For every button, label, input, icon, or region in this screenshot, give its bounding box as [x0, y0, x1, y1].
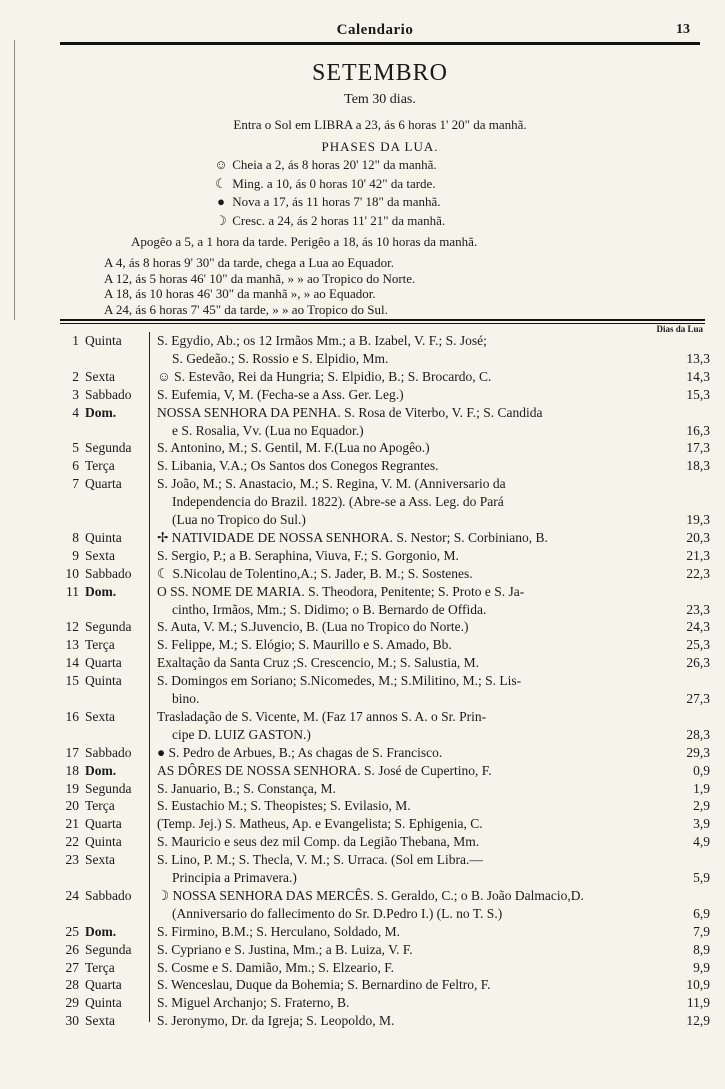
day-number: 18	[65, 762, 79, 778]
saints-text: (Anniversario do fallecimento do Sr. D.Pedro I.) (L. no T. S.)	[172, 905, 503, 921]
saints-text: S. Lino, P. M.; S. Thecla, V. M.; S. Urraca. (Sol em Libra.—	[157, 852, 483, 868]
weekday: Quarta	[85, 655, 122, 671]
calendar-row-continuation	[60, 870, 710, 887]
calendar-row	[60, 476, 710, 493]
day-number: 3	[72, 386, 79, 402]
calendar-row-continuation	[60, 494, 710, 511]
calendar-row	[60, 816, 710, 833]
moon-age: 0,9	[693, 762, 710, 778]
saints-text: S. Jeronymo, Dr. da Igreja; S. Leopoldo, M.	[157, 1013, 395, 1029]
saints-text: S. Antonino, M.; S. Gentil, M. F.(Lua no Apogêo.)	[157, 440, 430, 456]
calendar-row	[60, 1013, 710, 1030]
moon-age: 28,3	[686, 726, 710, 742]
calendar-row	[60, 333, 710, 350]
month-title: SETEMBRO	[311, 60, 448, 86]
header-rule	[60, 42, 700, 45]
weekday: Quarta	[85, 977, 122, 993]
weekday: Sexta	[85, 852, 115, 868]
new-moon-icon: ●	[217, 194, 225, 209]
calendar-row	[60, 584, 710, 601]
day-number: 17	[65, 744, 79, 760]
table-rule-top	[60, 319, 705, 321]
saints-text: S. Sergio, P.; a B. Seraphina, Viuva, F.; S. Gorgonio, M.	[157, 547, 459, 563]
month-days: Tem 30 dias.	[344, 92, 416, 107]
calendar-row	[60, 530, 710, 547]
calendar-row	[60, 387, 710, 404]
moon-age: 8,9	[693, 941, 710, 957]
moon-phase-line	[213, 176, 436, 193]
day-number: 14	[65, 655, 79, 671]
saints-text: S. Egydio, Ab.; os 12 Irmãos Mm.; a B. Izabel, V. F.; S. José;	[157, 333, 487, 348]
calendar-row	[60, 369, 710, 386]
calendar-row	[60, 924, 710, 941]
moon-age: 12,9	[686, 1013, 710, 1029]
moon-position-line: A 24, ás 6 horas 7' 45" da tarde, » » ao Tropico do Sul.	[104, 301, 388, 317]
moon-age: 13,3	[686, 350, 710, 366]
day-number: 8	[72, 529, 79, 545]
day-number: 27	[65, 959, 79, 975]
day-number: 15	[65, 673, 79, 689]
calendar-row	[60, 834, 710, 851]
weekday: Dom.	[85, 923, 117, 939]
day-number: 22	[65, 834, 79, 850]
saints-text: (Temp. Jej.) S. Matheus, Ap. e Evangelista; S. Ephigenia, C.	[157, 816, 483, 832]
weekday: Terça	[85, 458, 115, 474]
day-number: 19	[65, 780, 79, 796]
moon-age: 3,9	[693, 816, 710, 832]
calendar-row	[60, 673, 710, 690]
calendar-row-continuation	[60, 423, 710, 440]
weekday: Sabbado	[85, 386, 132, 402]
saints-text: S. Wenceslau, Duque da Bohemia; S. Bernardino de Feltro, F.	[157, 977, 491, 993]
day-number: 21	[65, 816, 79, 832]
saints-text: S. Gedeão.; S. Rossio e S. Elpidio, Mm.	[172, 350, 389, 366]
moon-phase-text: Ming. a 10, ás 0 horas 10' 42" da tarde.	[229, 175, 436, 191]
weekday: Quinta	[85, 673, 122, 689]
day-number: 29	[65, 995, 79, 1011]
moon-age: 15,3	[686, 386, 710, 402]
calendar-row-continuation	[60, 906, 710, 923]
moon-age: 14,3	[686, 368, 710, 384]
moon-age-header: Dias da Lua	[656, 324, 703, 334]
day-number: 11	[66, 583, 79, 599]
weekday: Segunda	[85, 780, 132, 796]
moon-age: 9,9	[693, 959, 710, 975]
weekday: Sexta	[85, 708, 115, 724]
day-number: 7	[72, 476, 79, 492]
weekday: Sexta	[85, 547, 115, 563]
calendar-row	[60, 440, 710, 457]
page-number: 13	[676, 22, 690, 37]
moon-age: 19,3	[686, 512, 710, 527]
saints-text: S. Eustachio M.; S. Theopistes; S. Evilasio, M.	[157, 798, 411, 814]
saints-text: S. Libania, V.A.; Os Santos dos Conegos Regrantes.	[157, 458, 439, 474]
waning-moon-icon: ☾	[215, 175, 227, 191]
weekday: Dom.	[85, 762, 117, 778]
weekday: Terça	[85, 637, 115, 653]
day-number: 6	[72, 458, 79, 474]
weekday: Segunda	[85, 440, 132, 456]
table-rule-bottom	[60, 323, 705, 324]
running-title: Calendario	[336, 22, 414, 38]
saints-text: ☺ S. Estevão, Rei da Hungria; S. Elpidio, B.; S. Brocardo, C.	[157, 368, 492, 384]
moon-age: 27,3	[686, 691, 710, 706]
saints-text: ✢ NATIVIDADE DE NOSSA SENHORA. S. Nestor; S. Corbiniano, B.	[157, 529, 548, 545]
calendar-row	[60, 942, 710, 959]
moon-position-line: A 18, ás 10 horas 46' 30" da manhã », » ao Equador.	[104, 286, 376, 301]
saints-text: Independencia do Brazil. 1822). (Abre-se a Ass. Leg. do Pará	[172, 494, 504, 510]
calendar-row-continuation	[60, 602, 710, 619]
saints-text: e S. Rosalia, Vv. (Lua no Equador.)	[172, 422, 364, 438]
moon-age: 23,3	[686, 601, 710, 617]
waxing-moon-icon: ☽	[215, 212, 227, 228]
day-number: 1	[72, 333, 79, 348]
weekday: Terça	[85, 798, 115, 814]
day-number: 13	[65, 637, 79, 653]
moon-age: 20,3	[686, 529, 710, 545]
moon-age: 26,3	[686, 655, 710, 671]
moon-age: 17,3	[686, 440, 710, 456]
page-header	[60, 22, 690, 44]
moon-phase-text: Cresc. a 24, ás 2 horas 11' 21" da manhã.	[229, 212, 446, 228]
phases-title: PHASES DA LUA.	[321, 139, 439, 154]
day-number: 28	[65, 977, 79, 993]
moon-phase-line	[213, 213, 445, 230]
day-number: 20	[65, 798, 79, 814]
day-number: 4	[72, 404, 79, 420]
day-number: 2	[72, 368, 79, 384]
day-number: 9	[72, 547, 79, 563]
saints-text: cipe D. LUIZ GASTON.)	[172, 726, 311, 742]
saints-text: bino.	[172, 691, 200, 706]
day-number: 5	[72, 440, 79, 456]
moon-age: 11,9	[686, 995, 710, 1011]
calendar-row	[60, 619, 710, 636]
calendar-row	[60, 977, 710, 994]
weekday: Quarta	[85, 816, 122, 832]
moon-phase-text: Nova a 17, ás 11 horas 7' 18" da manhã.	[229, 194, 441, 209]
moon-age: 4,9	[693, 834, 710, 850]
calendar-row	[60, 709, 710, 726]
day-number: 10	[65, 565, 79, 581]
weekday: Quinta	[85, 995, 122, 1011]
weekday: Quinta	[85, 529, 122, 545]
moon-age: 22,3	[686, 565, 710, 581]
day-number: 24	[65, 887, 79, 903]
calendar-row-continuation	[60, 351, 710, 368]
margin-line	[14, 40, 15, 320]
moon-age: 10,9	[686, 977, 710, 993]
calendar-row	[60, 995, 710, 1012]
saints-text: S. Miguel Archanjo; S. Fraterno, B.	[157, 995, 350, 1011]
weekday: Dom.	[85, 404, 117, 420]
calendar-row	[60, 548, 710, 565]
moon-age: 5,9	[693, 870, 710, 885]
weekday: Segunda	[85, 619, 132, 635]
saints-text: S. Firmino, B.M.; S. Herculano, Soldado, M.	[157, 923, 401, 939]
weekday: Quarta	[85, 476, 122, 492]
calendar-row-continuation	[60, 512, 710, 529]
weekday: Terça	[85, 959, 115, 975]
saints-text: ☽ NOSSA SENHORA DAS MERCÊS. S. Geraldo, C.; o B. João Dalmacio,D.	[157, 887, 584, 903]
calendar-row	[60, 637, 710, 654]
saints-text: S. João, M.; S. Anastacio, M.; S. Regina, V. M. (Anniversario da	[157, 476, 506, 492]
day-number: 23	[65, 852, 79, 868]
saints-text: S. Mauricio e seus dez mil Comp. da Legião Thebana, Mm.	[157, 834, 480, 850]
moon-age: 1,9	[693, 780, 710, 796]
saints-text: cintho, Irmãos, Mm.; S. Didimo; o B. Bernardo de Offida.	[172, 601, 487, 617]
saints-text: NOSSA SENHORA DA PENHA. S. Rosa de Viterbo, V. F.; S. Candida	[157, 404, 543, 420]
weekday: Quinta	[85, 333, 122, 348]
saints-text: Principia a Primavera.)	[172, 870, 297, 885]
moon-phase-text: Cheia a 2, ás 8 horas 20' 12" da manhã.	[229, 157, 437, 172]
apogee-perigee: Apogêo a 5, a 1 hora da tarde. Perigêo a 18, ás 10 horas da manhã.	[131, 234, 478, 249]
moon-age: 24,3	[686, 619, 710, 635]
moon-age: 7,9	[693, 923, 710, 939]
saints-text: Trasladação de S. Vicente, M. (Faz 17 annos S. A. o Sr. Prin-	[157, 708, 487, 724]
weekday: Sabbado	[85, 744, 132, 760]
weekday: Sexta	[85, 1013, 115, 1029]
saints-text: AS DÔRES DE NOSSA SENHORA. S. José de Cupertino, F.	[157, 762, 492, 778]
day-number: 12	[65, 619, 79, 635]
calendar-row	[60, 852, 710, 869]
day-number: 25	[65, 923, 79, 939]
saints-text: ☾ S.Nicolau de Tolentino,A.; S. Jader, B. M.; S. Sostenes.	[157, 565, 473, 581]
saints-text: O SS. NOME DE MARIA. S. Theodora, Penitente; S. Proto e S. Ja-	[157, 583, 525, 599]
calendar-row	[60, 566, 710, 583]
saints-text: S. Auta, V. M.; S.Juvencio, B. (Lua no Tropico do Norte.)	[157, 619, 469, 635]
saints-text: S. Felippe, M.; S. Elógio; S. Maurillo e S. Amado, Bb.	[157, 637, 452, 653]
saints-text: ● S. Pedro de Arbues, B.; As chagas de S. Francisco.	[157, 744, 443, 760]
weekday: Quinta	[85, 834, 122, 850]
saints-text: Exaltação da Santa Cruz ;S. Crescencio, M.; S. Salustia, M.	[157, 655, 480, 671]
day-number: 16	[65, 708, 79, 724]
saints-text: S. Cosme e S. Damião, Mm.; S. Elzeario, F.	[157, 959, 395, 975]
sun-entry: Entra o Sol em LIBRA a 23, ás 6 horas 1' 20" da manhã.	[233, 117, 527, 132]
calendar-row	[60, 960, 710, 977]
saints-text: S. Eufemia, V, M. (Fecha-se a Ass. Ger. Leg.)	[157, 386, 404, 402]
weekday: Segunda	[85, 941, 132, 957]
moon-phase-line	[213, 194, 441, 211]
saints-text: (Lua no Tropico do Sul.)	[172, 512, 306, 527]
moon-position-line: A 12, ás 5 horas 46' 10" da manhã, » » ao Tropico do Norte.	[104, 270, 416, 286]
calendar-row	[60, 798, 710, 815]
moon-age: 25,3	[686, 637, 710, 653]
moon-position-line: A 4, ás 8 horas 9' 30" da tarde, chega a Lua ao Equador.	[104, 255, 394, 270]
weekday: Sabbado	[85, 887, 132, 903]
day-number: 30	[65, 1013, 79, 1029]
moon-age: 21,3	[686, 547, 710, 563]
calendar-row	[60, 458, 710, 475]
moon-phase-line	[213, 157, 437, 174]
calendar-row	[60, 781, 710, 798]
moon-age: 29,3	[686, 744, 710, 760]
weekday: Dom.	[85, 583, 117, 599]
saints-text: S. Cypriano e S. Justina, Mm.; a B. Luiza, V. F.	[157, 941, 413, 957]
day-number: 26	[65, 941, 79, 957]
calendar-row-continuation	[60, 691, 710, 708]
saints-text: S. Domingos em Soriano; S.Nicomedes, M.; S.Militino, M.; S. Lis-	[157, 673, 522, 689]
calendar-row	[60, 763, 710, 780]
calendar-row	[60, 745, 710, 762]
moon-age: 2,9	[693, 798, 710, 814]
calendar-row	[60, 405, 710, 422]
weekday: Sabbado	[85, 565, 132, 581]
calendar-row	[60, 655, 710, 672]
moon-age: 16,3	[686, 422, 710, 438]
saints-text: S. Januario, B.; S. Constança, M.	[157, 780, 336, 796]
weekday: Sexta	[85, 368, 115, 384]
full-moon-icon: ☺	[214, 157, 228, 172]
moon-age: 18,3	[686, 458, 710, 474]
calendar-row	[60, 888, 710, 905]
moon-age: 6,9	[693, 905, 710, 921]
calendar-row-continuation	[60, 727, 710, 744]
